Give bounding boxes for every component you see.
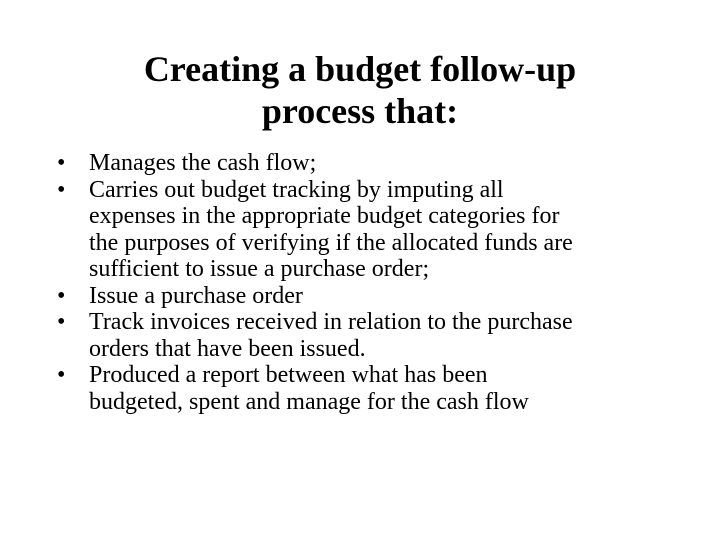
bullet-text [89, 177, 675, 283]
bullet-text [89, 362, 675, 415]
bullet-item [55, 309, 675, 362]
bullet-line: sufficient to issue a purchase order; [89, 256, 430, 282]
bullet-line: Track invoices received in relation to the purchase [89, 309, 573, 335]
bullet-line: Manages the cash flow; [89, 150, 317, 176]
bullet-item [55, 283, 675, 310]
bullet-icon: • [57, 362, 66, 388]
bullet-icon: • [57, 176, 66, 203]
bullet-line: Produced a report between what has been [89, 362, 488, 388]
title-line: Creating a budget follow-up [143, 49, 577, 89]
bullet-text [89, 283, 675, 310]
bullet-text [89, 150, 675, 177]
bullet-line: the purposes of verifying if the allocated funds are [89, 229, 573, 256]
bullet-icon: • [57, 150, 66, 176]
bullet-icon: • [57, 282, 66, 309]
bullet-list [55, 150, 675, 415]
slide-title [60, 48, 660, 132]
bullet-item [55, 150, 675, 177]
bullet-item [55, 177, 675, 283]
bullet-icon: • [57, 309, 66, 335]
bullet-line: expenses in the appropriate budget categories for [89, 203, 560, 229]
bullet-item [55, 362, 675, 415]
title-line: process that: [261, 91, 459, 131]
bullet-line: Carries out budget tracking by imputing all [89, 176, 504, 203]
bullet-line: orders that have been issued. [89, 335, 366, 362]
bullet-line: Issue a purchase order [89, 282, 303, 309]
bullet-line: budgeted, spent and manage for the cash flow [89, 388, 529, 415]
bullet-text [89, 309, 675, 362]
